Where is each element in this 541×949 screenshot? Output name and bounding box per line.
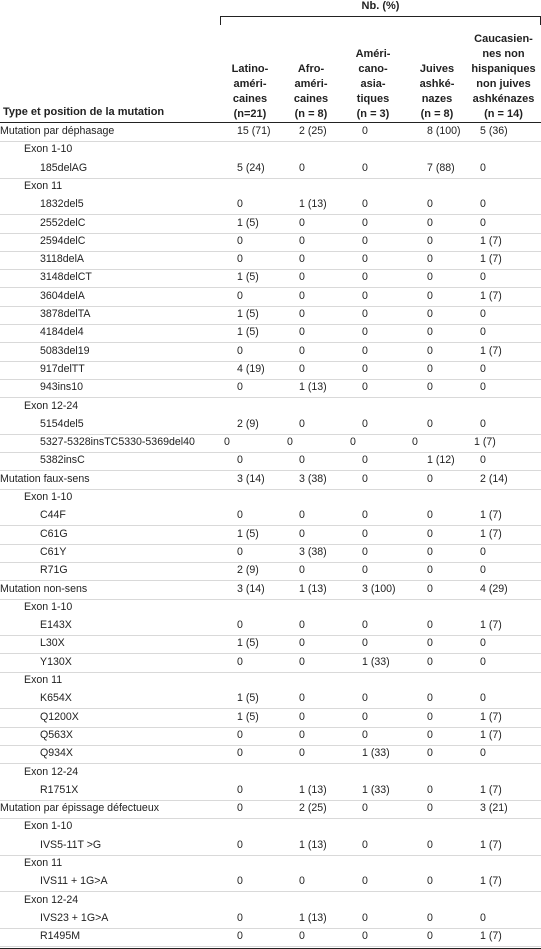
cell-value: 1 (5) [237,637,259,650]
cell-value: 0 [299,710,305,723]
cell-value: 0 [299,930,305,943]
table-row [0,544,541,563]
cell-value: 0 [427,289,433,302]
col-header-caucasian: Caucasien- nes non hispaniques non juives ashkénazes (n = 14) [471,33,536,120]
cell-value: 0 [299,619,305,632]
cell-value: 0 [237,783,243,796]
table-row [0,306,541,325]
cell-value: 0 [427,308,433,320]
cell-value: 1 (7) [480,783,502,796]
cell-value: 2 (9) [237,417,259,430]
table-row [0,196,541,215]
row-label: E143X [40,619,72,632]
table-row [0,709,541,728]
cell-value: 0 [480,564,486,577]
row-label: 3878delTA [40,308,91,320]
cell-value: 3 (14) [237,472,265,485]
table-row [0,654,541,673]
cell-value: 1 (7) [480,289,502,302]
cell-value: 1 (12) [427,454,455,467]
nb-header: Nb. (%) [361,0,400,12]
cell-value: 0 [237,802,243,815]
cell-value: 0 [480,161,486,174]
table-row [0,251,541,270]
table-row [0,873,541,892]
cell-value: 0 [427,326,433,339]
cell-value: 3 (14) [237,582,265,595]
cell-value: 0 [362,838,368,851]
row-label: Exon 1-10 [24,820,73,833]
cell-value: 0 [299,509,305,522]
cell-value: 0 [427,655,433,668]
cell-value: 0 [362,289,368,302]
cell-value: 0 [427,381,433,394]
row-label: 917delTT [40,362,85,375]
row-label: Exon 1-10 [24,491,73,503]
cell-value: 0 [237,198,243,211]
cell-value: 5 (24) [237,161,265,174]
cell-value: 0 [237,381,243,394]
cell-value: 0 [362,362,368,375]
row-label: IVS11 + 1G>A [40,875,108,888]
row-label: Exon 11 [24,674,63,686]
exon-group-row [0,599,541,617]
cell-value: 1 (13) [299,381,327,394]
table-row [0,416,541,435]
cell-value: 0 [237,747,243,760]
cell-value: 0 [427,198,433,211]
table-row [0,452,541,471]
cell-value: 0 [299,216,305,229]
table-row [0,269,541,288]
exon-group-row [0,141,541,159]
cell-value: 0 [362,472,368,485]
cell-value: 0 [427,253,433,266]
cell-value: 0 [480,271,486,284]
row-label: 2594delC [40,234,86,247]
cell-value: 2 (25) [299,125,327,137]
type-header: Type et position de la mutation [3,106,165,118]
cell-value: 0 [237,655,243,668]
table-row [0,617,541,636]
row-label: L30X [40,637,65,650]
cell-value: 0 [362,875,368,888]
cell-value: 0 [427,637,433,650]
cell-value: 0 [362,125,368,137]
cell-value: 0 [299,326,305,339]
cell-value: 0 [299,344,305,357]
cell-value: 0 [427,271,433,284]
table-row [0,635,541,654]
cell-value: 3 (38) [299,472,327,485]
row-label: Mutation non-sens [0,582,88,595]
table-row [0,526,541,545]
cell-value: 0 [362,308,368,320]
cell-value: 0 [237,234,243,247]
col-header-latino: Latino- améri- caines (n=21) [231,63,269,120]
row-label: C61G [40,527,68,540]
row-label: Exon 12-24 [24,399,79,412]
row-label: 2552delC [40,216,86,229]
table-row [0,379,541,398]
cell-value: 0 [299,308,305,320]
cell-value: 0 [237,838,243,851]
cell-value: 0 [362,161,368,174]
cell-value: 0 [362,509,368,522]
cell-value: 0 [412,436,418,449]
cell-value: 0 [427,930,433,943]
table-row [0,928,541,947]
cell-value: 2 (25) [299,802,327,815]
cell-value: 0 [299,289,305,302]
cell-value: 0 [237,454,243,467]
cell-value: 1 (7) [480,234,502,247]
cell-value: 0 [427,802,433,815]
table-row [0,837,541,856]
row-label: R1495M [40,930,81,943]
row-label: IVS5-11T >G [40,838,102,851]
cell-value: 0 [299,637,305,650]
cell-value: 0 [480,692,486,705]
cell-value: 0 [427,234,433,247]
row-label: Mutation par épissage défectueux [0,802,160,815]
table-row [0,361,541,380]
cell-value: 0 [480,326,486,339]
table-row [0,160,541,179]
exon-group-row [0,672,541,690]
cell-value: 0 [362,728,368,741]
row-label: Exon 1-10 [24,143,73,156]
exon-group-row [0,892,541,910]
row-label: 185delAG [40,161,88,174]
cell-value: 0 [480,308,486,320]
cell-value: 0 [299,161,305,174]
cell-value: 0 [299,875,305,888]
cell-value: 0 [299,253,305,266]
cell-value: 1 (5) [237,692,259,705]
cell-value: 0 [362,234,368,247]
cell-value: 0 [362,198,368,211]
cell-value: 1 (7) [480,930,502,943]
cell-value: 0 [299,655,305,668]
row-label: 3118delA [40,253,84,266]
row-label: 4184del4 [40,326,84,339]
row-label: 5382insC [40,454,85,467]
row-label: C44F [40,509,66,522]
cell-value: 5 (36) [480,125,508,137]
category-row [0,123,541,142]
row-label: Exon 1-10 [24,600,73,613]
cell-value: 0 [427,216,433,229]
exon-group-row [0,855,541,873]
row-label: Q563X [40,728,73,741]
category-row [0,471,541,490]
cell-value: 0 [237,930,243,943]
cell-value: 0 [362,326,368,339]
cell-value: 0 [237,253,243,266]
row-label: Q1200X [40,710,79,723]
cell-value: 0 [299,728,305,741]
cell-value: 0 [224,436,230,449]
cell-value: 0 [427,582,433,595]
cell-value: 0 [237,911,243,924]
cell-value: 1 (33) [362,655,390,668]
cell-value: 0 [480,747,486,760]
cell-value: 0 [427,545,433,558]
cell-value: 3 (38) [299,545,327,558]
cell-value: 0 [362,802,368,815]
cell-value: 0 [427,710,433,723]
cell-value: 0 [237,289,243,302]
row-label: 5083del19 [40,344,90,357]
row-label: Y130X [40,655,72,668]
table-row [0,507,541,526]
cell-value: 0 [362,381,368,394]
cell-value: 0 [362,564,368,577]
table-row [0,690,541,709]
category-row [0,581,541,600]
cell-value: 0 [299,527,305,540]
cell-value: 8 (100) [427,125,461,137]
cell-value: 0 [299,362,305,375]
cell-value: 0 [299,692,305,705]
cell-value: 1 (5) [237,710,259,723]
cell-value: 1 (13) [299,838,327,851]
cell-value: 3 (100) [362,582,396,595]
table-row [0,343,541,362]
cell-value: 0 [427,564,433,577]
table-row [0,782,541,801]
cell-value: 0 [427,875,433,888]
cell-value: 0 [362,216,368,229]
row-label: Exon 11 [24,179,63,192]
cell-value: 0 [362,911,368,924]
cell-value: 0 [480,417,486,430]
cell-value: 0 [362,692,368,705]
cell-value: 0 [362,527,368,540]
cell-value: 0 [362,710,368,723]
table-row [0,745,541,764]
row-label: K654X [40,692,72,705]
cell-value: 0 [427,747,433,760]
cell-value: 0 [362,271,368,284]
table-row [0,288,541,307]
row-label: Mutation faux-sens [0,472,90,485]
cell-value: 0 [480,911,486,924]
cell-value: 0 [427,838,433,851]
cell-value: 0 [427,783,433,796]
cell-value: 0 [299,234,305,247]
cell-value: 1 (7) [480,253,502,266]
cell-value: 1 (13) [299,198,327,211]
bottom-rule [0,948,541,949]
cell-value: 0 [427,417,433,430]
cell-value: 0 [237,545,243,558]
cell-value: 1 (33) [362,783,390,796]
row-label: 943ins10 [40,381,84,394]
cell-value: 1 (33) [362,747,390,760]
exon-group-row [0,398,541,416]
table-row [0,233,541,252]
cell-value: 1 (13) [299,582,327,595]
cell-value: 0 [362,637,368,650]
cell-value: 0 [480,216,486,229]
cell-value: 0 [237,619,243,632]
cell-value: 1 (7) [480,838,502,851]
table-row [0,562,541,581]
row-label: 3604delA [40,289,85,302]
cell-value: 1 (13) [299,911,327,924]
cell-value: 0 [237,875,243,888]
cell-value: 0 [299,564,305,577]
exon-group-row [0,489,541,507]
cell-value: 0 [299,271,305,284]
cell-value: 0 [237,344,243,357]
cell-value: 0 [362,619,368,632]
row-label: 1832del5 [40,198,84,211]
cell-value: 4 (19) [237,362,265,375]
cell-value: 0 [362,930,368,943]
cell-value: 0 [237,509,243,522]
table-row [0,727,541,746]
cell-value: 3 (21) [480,802,508,815]
cell-value: 0 [480,198,486,211]
col-header-afro: Afro- améri- caines (n = 8) [293,63,329,120]
row-label: R1751X [40,783,79,796]
cell-value: 1 (5) [237,308,259,320]
cell-value: 1 (7) [480,509,502,522]
table-row [0,434,541,453]
cell-value: 0 [362,344,368,357]
cell-value: 0 [427,362,433,375]
cell-value: 0 [362,454,368,467]
cell-value: 0 [480,655,486,668]
cell-value: 0 [480,362,486,375]
cell-value: 0 [480,454,486,467]
row-label: 5327-5328insTC5330-5369del40 [40,436,195,449]
cell-value: 1 (5) [237,216,259,229]
cell-value: 0 [427,619,433,632]
row-label: 3148delCT [40,271,92,284]
cell-value: 1 (7) [480,710,502,723]
row-label: Q934X [40,747,73,760]
col-header-ashkenazi: Juives ashké- nazes (n = 8) [419,63,455,120]
row-label: Exon 12-24 [24,765,79,778]
cell-value: 0 [362,545,368,558]
cell-value: 1 (7) [480,728,502,741]
cell-value: 0 [480,545,486,558]
cell-value: 4 (29) [480,582,508,595]
cell-value: 1 (7) [480,619,502,632]
cell-value: 0 [427,344,433,357]
row-label: Exon 11 [24,857,63,869]
cell-value: 0 [480,381,486,394]
cell-value: 0 [287,436,293,449]
category-row [0,800,541,819]
cell-value: 1 (7) [480,875,502,888]
cell-value: 1 (5) [237,527,259,540]
cell-value: 1 (5) [237,271,259,284]
cell-value: 0 [427,509,433,522]
row-label: IVS23 + 1G>A [40,911,109,924]
cell-value: 7 (88) [427,161,455,174]
cell-value: 15 (71) [237,125,271,137]
table-row [0,215,541,234]
cell-value: 1 (7) [474,436,496,449]
row-label: Mutation par déphasage [0,125,115,137]
cell-value: 0 [427,911,433,924]
cell-value: 0 [299,454,305,467]
cell-value: 0 [362,253,368,266]
cell-value: 0 [427,472,433,485]
cell-value: 0 [350,436,356,449]
cell-value: 1 (13) [299,783,327,796]
cell-value: 0 [237,728,243,741]
exon-group-row [0,818,541,836]
cell-value: 0 [427,527,433,540]
cell-value: 0 [480,637,486,650]
col-header-asian: Améri- cano- asia- tiques (n = 3) [355,48,391,120]
cell-value: 0 [299,417,305,430]
table-row [0,324,541,343]
cell-value: 2 (14) [480,472,508,485]
header-brace [220,16,541,25]
cell-value: 0 [427,728,433,741]
row-label: Exon 12-24 [24,893,79,906]
cell-value: 2 (9) [237,564,259,577]
cell-value: 1 (7) [480,344,502,357]
cell-value: 1 (5) [237,326,259,339]
cell-value: 0 [427,692,433,705]
cell-value: 1 (7) [480,527,502,540]
cell-value: 0 [299,747,305,760]
row-label: R71G [40,564,68,577]
exon-group-row [0,764,541,782]
cell-value: 0 [362,417,368,430]
row-label: 5154del5 [40,417,84,430]
table-row [0,910,541,929]
row-label: C61Y [40,545,67,558]
exon-group-row [0,178,541,196]
